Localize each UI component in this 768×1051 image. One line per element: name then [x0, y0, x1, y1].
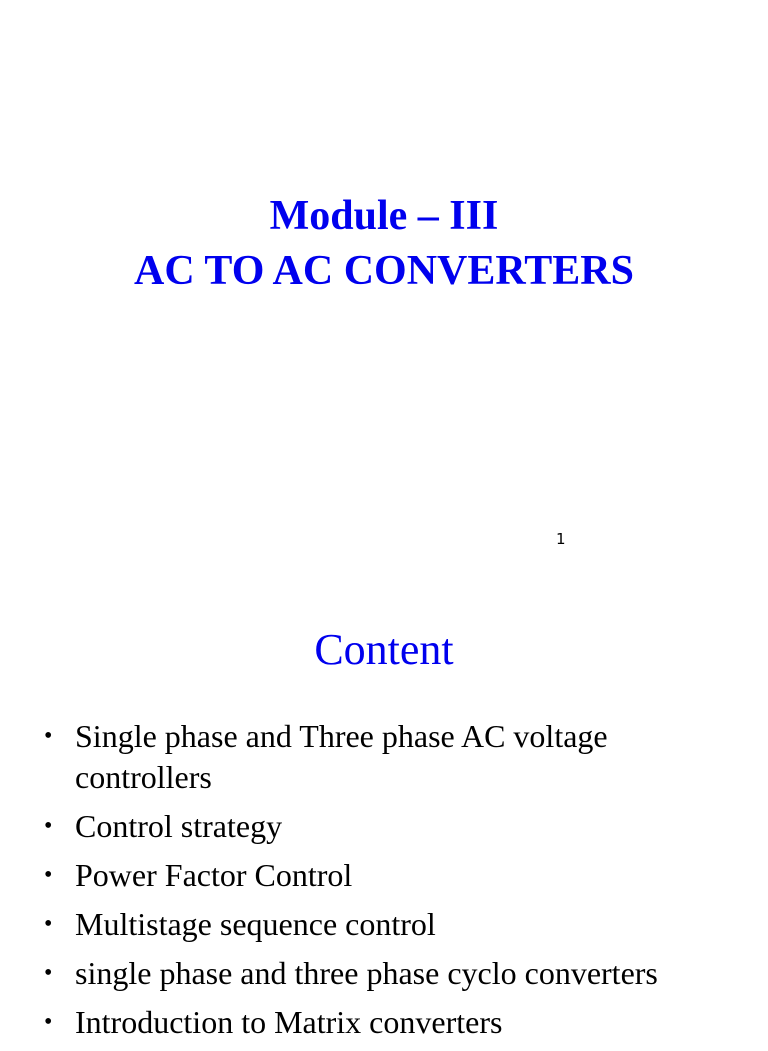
content-heading: Content: [314, 625, 454, 674]
page-number: 1: [556, 530, 566, 548]
list-item: [44, 953, 744, 994]
list-item-text: Control strategy: [75, 808, 283, 844]
content-bullet-list: [44, 716, 744, 1051]
bullet-icon: •: [44, 862, 53, 888]
list-item-text: Single phase and Three phase AC voltage controllers: [75, 718, 608, 795]
list-item: [44, 904, 744, 945]
list-item: [44, 1002, 744, 1043]
bullet-icon: •: [44, 1009, 53, 1035]
list-item: [44, 716, 744, 798]
bullet-icon: •: [44, 813, 53, 839]
list-item: [44, 855, 744, 896]
bullet-icon: •: [44, 723, 53, 749]
bullet-icon: •: [44, 960, 53, 986]
list-item-text: Introduction to Matrix converters: [75, 1004, 503, 1040]
list-item: [44, 806, 744, 847]
list-item-text: single phase and three phase cyclo converters: [75, 955, 658, 991]
bullet-icon: •: [44, 911, 53, 937]
module-subtitle: AC TO AC CONVERTERS: [134, 248, 634, 294]
list-item-text: Power Factor Control: [75, 857, 353, 893]
list-item-text: Multistage sequence control: [75, 906, 436, 942]
module-title: Module – III: [269, 193, 499, 239]
